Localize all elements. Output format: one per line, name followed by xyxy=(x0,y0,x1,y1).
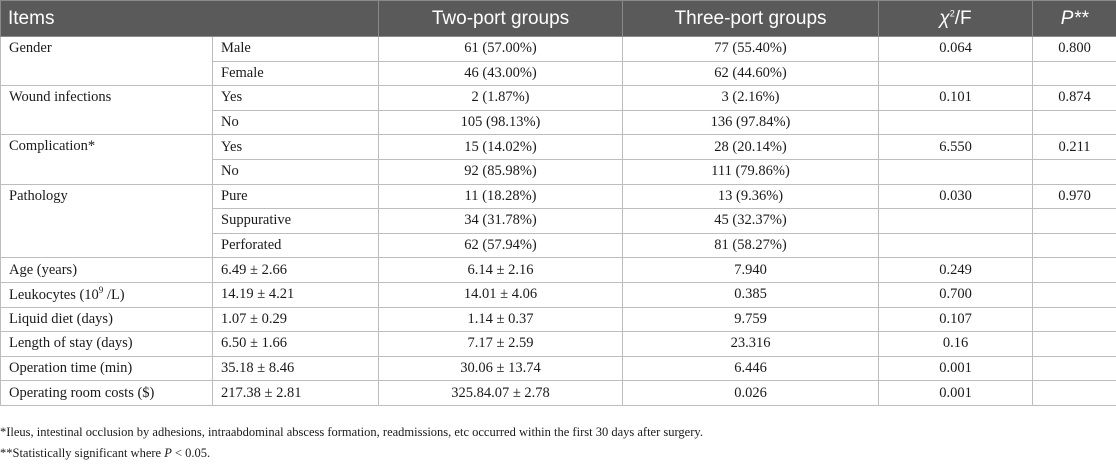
p-cell xyxy=(1033,233,1116,258)
stat-cell: 7.940 xyxy=(623,258,879,283)
three-port-cell: 13 (9.36%) xyxy=(623,184,879,209)
footnote-p: P xyxy=(164,446,172,460)
p-cell: 0.800 xyxy=(1033,37,1116,62)
p-cell: 0.001 xyxy=(879,381,1033,406)
footnote-complication: *Ileus, intestinal occlusion by adhesions, intraabdominal abscess formation, readmissions, etc occurred within the first 30 days after surgery. xyxy=(0,422,703,443)
footnote-text: **Statistically significant where xyxy=(0,446,164,460)
three-port-cell: 62 (44.60%) xyxy=(623,61,879,86)
p-cell: 0.211 xyxy=(1033,135,1116,160)
empty-cell xyxy=(1033,381,1116,406)
row-label: Wound infections xyxy=(1,86,213,135)
row-label: Gender xyxy=(1,37,213,86)
stat-cell xyxy=(879,209,1033,234)
table-row xyxy=(1,37,1116,62)
table-header xyxy=(1,1,1116,37)
stat-cell xyxy=(879,233,1033,258)
label-exponent: 9 xyxy=(99,285,104,295)
chi-exponent: 2 xyxy=(950,8,955,18)
sub-label: No xyxy=(213,159,379,184)
row-label: Age (years) xyxy=(1,258,213,283)
table-row xyxy=(1,332,1116,357)
empty-cell xyxy=(1033,356,1116,381)
table-row xyxy=(1,356,1116,381)
footnote-significance xyxy=(0,443,703,464)
p-cell: 0.249 xyxy=(879,258,1033,283)
stat-cell xyxy=(879,110,1033,135)
p-cell xyxy=(1033,209,1116,234)
table-footnotes xyxy=(0,422,703,464)
stat-cell xyxy=(879,159,1033,184)
stat-cell: 0.101 xyxy=(879,86,1033,111)
stat-cell: 23.316 xyxy=(623,332,879,357)
two-port-cell: 105 (98.13%) xyxy=(379,110,623,135)
three-port-cell: 77 (55.40%) xyxy=(623,37,879,62)
p-cell: 0.874 xyxy=(1033,86,1116,111)
table-row xyxy=(1,135,1116,160)
chi-suffix: /F xyxy=(955,8,972,29)
two-port-cell: 34 (31.78%) xyxy=(379,209,623,234)
three-port-cell: 30.06 ± 13.74 xyxy=(379,356,623,381)
row-label: Pathology xyxy=(1,184,213,258)
stat-cell: 0.385 xyxy=(623,282,879,307)
table-row xyxy=(1,381,1116,406)
sub-label: Male xyxy=(213,37,379,62)
header-two-port: Two-port groups xyxy=(379,1,623,37)
sub-label: Perforated xyxy=(213,233,379,258)
empty-cell xyxy=(1033,258,1116,283)
p-cell xyxy=(1033,61,1116,86)
empty-cell xyxy=(1033,332,1116,357)
header-chi-square xyxy=(879,1,1033,37)
label-part: Leukocytes (10 xyxy=(9,287,99,303)
three-port-cell: 111 (79.86%) xyxy=(623,159,879,184)
two-port-cell: 11 (18.28%) xyxy=(379,184,623,209)
sub-label: Yes xyxy=(213,135,379,160)
two-port-cell: 61 (57.00%) xyxy=(379,37,623,62)
three-port-cell: 136 (97.84%) xyxy=(623,110,879,135)
two-port-cell: 62 (57.94%) xyxy=(379,233,623,258)
p-cell: 0.107 xyxy=(879,307,1033,332)
header-three-port: Three-port groups xyxy=(623,1,879,37)
row-label: Length of stay (days) xyxy=(1,332,213,357)
two-port-cell: 1.07 ± 0.29 xyxy=(213,307,379,332)
row-label xyxy=(1,282,213,307)
three-port-cell: 325.84.07 ± 2.78 xyxy=(379,381,623,406)
table-row xyxy=(1,307,1116,332)
two-port-cell: 46 (43.00%) xyxy=(379,61,623,86)
stat-cell: 0.030 xyxy=(879,184,1033,209)
label-part: /L) xyxy=(103,287,124,303)
three-port-cell: 3 (2.16%) xyxy=(623,86,879,111)
stat-cell: 0.064 xyxy=(879,37,1033,62)
sub-label: Yes xyxy=(213,86,379,111)
row-label: Operating room costs ($) xyxy=(1,381,213,406)
chi-symbol: χ xyxy=(939,8,949,29)
footnote-text: < 0.05. xyxy=(172,446,210,460)
sub-label: Female xyxy=(213,61,379,86)
p-cell: 0.970 xyxy=(1033,184,1116,209)
table-body xyxy=(1,37,1116,406)
three-port-cell: 28 (20.14%) xyxy=(623,135,879,160)
two-port-cell: 6.50 ± 1.66 xyxy=(213,332,379,357)
stat-cell: 9.759 xyxy=(623,307,879,332)
p-label: P** xyxy=(1061,8,1088,29)
row-label: Liquid diet (days) xyxy=(1,307,213,332)
three-port-cell: 45 (32.37%) xyxy=(623,209,879,234)
two-port-cell: 92 (85.98%) xyxy=(379,159,623,184)
p-cell: 0.001 xyxy=(879,356,1033,381)
p-cell xyxy=(1033,110,1116,135)
two-port-cell: 15 (14.02%) xyxy=(379,135,623,160)
sub-label: Pure xyxy=(213,184,379,209)
two-port-cell: 6.49 ± 2.66 xyxy=(213,258,379,283)
row-label: Complication* xyxy=(1,135,213,184)
table-row xyxy=(1,258,1116,283)
p-cell xyxy=(1033,159,1116,184)
empty-cell xyxy=(1033,307,1116,332)
table-row xyxy=(1,282,1116,307)
table-row xyxy=(1,184,1116,209)
header-items: Items xyxy=(1,1,379,37)
two-port-cell: 35.18 ± 8.46 xyxy=(213,356,379,381)
p-cell: 0.700 xyxy=(879,282,1033,307)
three-port-cell: 81 (58.27%) xyxy=(623,233,879,258)
three-port-cell: 1.14 ± 0.37 xyxy=(379,307,623,332)
empty-cell xyxy=(1033,282,1116,307)
two-port-cell: 217.38 ± 2.81 xyxy=(213,381,379,406)
header-p-value xyxy=(1033,1,1116,37)
stat-cell: 6.446 xyxy=(623,356,879,381)
stat-cell: 6.550 xyxy=(879,135,1033,160)
two-port-cell: 14.19 ± 4.21 xyxy=(213,282,379,307)
three-port-cell: 14.01 ± 4.06 xyxy=(379,282,623,307)
three-port-cell: 7.17 ± 2.59 xyxy=(379,332,623,357)
stat-cell xyxy=(879,61,1033,86)
three-port-cell: 6.14 ± 2.16 xyxy=(379,258,623,283)
sub-label: Suppurative xyxy=(213,209,379,234)
table-row xyxy=(1,86,1116,111)
row-label: Operation time (min) xyxy=(1,356,213,381)
sub-label: No xyxy=(213,110,379,135)
p-cell: 0.16 xyxy=(879,332,1033,357)
stat-cell: 0.026 xyxy=(623,381,879,406)
two-port-cell: 2 (1.87%) xyxy=(379,86,623,111)
